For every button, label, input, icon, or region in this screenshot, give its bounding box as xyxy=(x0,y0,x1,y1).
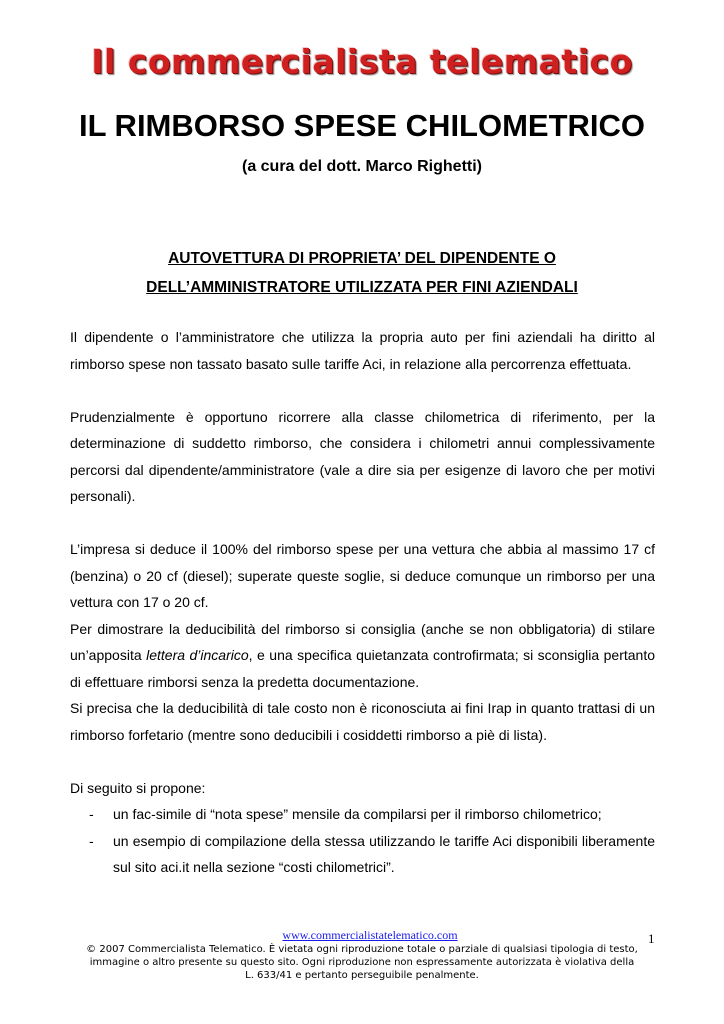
paragraph-3: L’impresa si deduce il 100% del rimborso spese per una vettura che abbia al massimo 17 cf (benzina) o 20 cf (diesel); superate queste soglie, si deduce comunque un rimborso per una vettura con 17 o 20 cf. xyxy=(70,541,655,610)
copyright-line-1: © 2007 Commercialista Telematico. È vietata ogni riproduzione totale o parziale di qualsiasi tipologia di testo, xyxy=(86,944,638,955)
footer xyxy=(70,928,670,942)
site-logo: Il commercialista telematico xyxy=(91,42,633,81)
section-heading xyxy=(70,244,654,302)
list-dash: - xyxy=(89,832,94,849)
list-item xyxy=(70,828,655,881)
list-item-text: un fac-simile di “nota spese” mensile da compilarsi per il rimborso chilometrico; xyxy=(113,806,602,822)
page-number: 1 xyxy=(648,931,655,946)
list-item xyxy=(70,801,655,828)
paragraph-2: Prudenzialmente è opportuno ricorrere alla classe chilometrica di riferimento, per la determinazione di suddetto rimborso, che considera i chilometri annui complessivamente percorsi dal dipendente/amministratore (vale a dire sia per esigenze di lavoro che per motivi personali). xyxy=(70,408,655,504)
document-body xyxy=(70,324,655,881)
copyright-notice xyxy=(60,943,664,982)
proposal-list xyxy=(70,801,655,881)
paragraph-4-italic: lettera d’incarico xyxy=(146,647,249,663)
section-heading-line1: AUTOVETTURA DI PROPRIETA’ DEL DIPENDENTE O xyxy=(168,250,556,267)
paragraph-4-text-b: , e una specifica quietanzata controfirmata; si sconsiglia pertanto di effettuare rimborsi senza la predetta documentazione. xyxy=(70,647,656,690)
paragraph-1: Il dipendente o l’amministratore che utilizza la propria auto per fini aziendali ha diritto al rimborso spese non tassato basato sulle tariffe Aci, in relazione alla percorrenza effettuata. xyxy=(70,329,655,372)
copyright-line-2: immagine o altro presente su questo sito. Ogni riproduzione non espressamente autorizzata è violativa della xyxy=(89,957,635,968)
list-item-text: un esempio di compilazione della stessa utilizzando le tariffe Aci disponibili liberamente sul sito aci.it nella sezione “costi chilometrici”. xyxy=(113,832,655,875)
footer-website-link[interactable]: www.commercialistatelematico.com xyxy=(282,928,458,942)
author-subtitle: (a cura del dott. Marco Righetti) xyxy=(241,158,482,175)
page-title: IL RIMBORSO SPESE CHILOMETRICO xyxy=(78,108,646,143)
list-dash: - xyxy=(89,806,94,822)
paragraph-5: Si precisa che la deducibilità di tale costo non è riconosciuta ai fini Irap in quanto trattasi di un rimborso forfetario (mentre sono deducibili i cosiddetti rimborso a piè di lista). xyxy=(70,700,655,743)
list-intro: Di seguito si propone: xyxy=(70,779,206,796)
paragraph-4 xyxy=(70,616,655,696)
paragraph-4-text-a: Per dimostrare la deducibilità del rimborso si consiglia (anche se non obbligatoria) di stilare un’apposita xyxy=(70,620,655,663)
section-heading-line2: DELL’AMMINISTRATORE UTILIZZATA PER FINI AZIENDALI xyxy=(146,279,578,296)
copyright-line-3: L. 633/41 e pertanto perseguibile penalmente. xyxy=(245,970,479,981)
